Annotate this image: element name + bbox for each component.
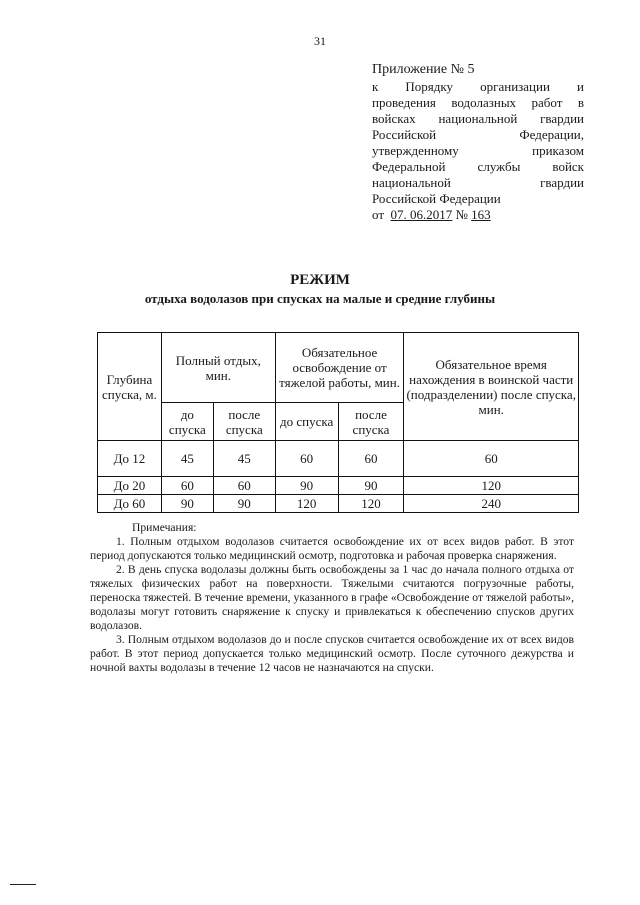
note-item: 1. Полным отдыхом водолазов считается освобождение их от всех видов работ. В этот период допускаются только медицинский осмотр, подготовка и рабочая проверка снаряжения. <box>90 535 574 562</box>
page-number: 31 <box>314 34 326 48</box>
table-row <box>98 495 579 513</box>
cell-free-after: 120 <box>338 495 404 513</box>
header-heavy-work: Обязательное освобождение от тяжелой работы, мин. <box>275 333 404 403</box>
subheader-before: до спуска <box>275 403 338 441</box>
cell-depth: До 60 <box>98 495 162 513</box>
appendix-title: Приложение № 5 <box>372 62 475 77</box>
table-row <box>98 441 579 477</box>
notes-heading: Примечания: <box>132 521 197 534</box>
appendix-block <box>372 62 584 223</box>
cell-unit-time: 120 <box>404 477 579 495</box>
note-item: 2. В день спуска водолазы должны быть освобождены за 1 час до начала полного отдыха от тяжелых физических работ на поверхности. Тяжелыми считаются погрузочные работы, переноска тяжестей. В течение времени, указанного в графе «Освобождение от тяжелой работы», водолазы могут готовить снаряжение к спуску и привлекаться к обеспечению спусков других водолазов. <box>90 563 574 632</box>
appendix-line: к Порядку организации и <box>372 79 584 94</box>
appendix-line: проведения водолазных работ в <box>372 95 584 110</box>
order-date: 07. 06.2017 <box>390 207 453 222</box>
rest-regime-table <box>97 332 579 513</box>
header-depth: Глубина спуска, м. <box>98 333 162 441</box>
margin-line <box>10 884 36 885</box>
subheader-after: после спуска <box>213 403 275 441</box>
notes-section <box>90 521 574 675</box>
appendix-line: утвержденному приказом <box>372 143 584 158</box>
appendix-line: войсках национальной гвардии <box>372 111 584 126</box>
document-subtitle: отдыха водолазов при спусках на малые и средние глубины <box>144 291 496 306</box>
appendix-line: национальной гвардии <box>372 175 584 190</box>
cell-rest-before: 45 <box>161 441 213 477</box>
number-sign: № <box>455 207 468 222</box>
appendix-line: Российской Федерации <box>372 191 501 206</box>
cell-rest-after: 60 <box>213 477 275 495</box>
cell-free-before: 120 <box>275 495 338 513</box>
cell-free-before: 60 <box>275 441 338 477</box>
cell-free-after: 90 <box>338 477 404 495</box>
cell-unit-time: 60 <box>404 441 579 477</box>
cell-depth: До 20 <box>98 477 162 495</box>
date-prefix: от <box>372 207 385 222</box>
cell-rest-before: 90 <box>161 495 213 513</box>
cell-rest-before: 60 <box>161 477 213 495</box>
cell-free-before: 90 <box>275 477 338 495</box>
order-number: 163 <box>471 207 491 222</box>
cell-rest-after: 90 <box>213 495 275 513</box>
cell-free-after: 60 <box>338 441 404 477</box>
appendix-date-line <box>372 207 584 223</box>
appendix-line: Федеральной службы войск <box>372 159 584 174</box>
table-header-row <box>98 333 579 403</box>
header-full-rest: Полный отдых, мин. <box>161 333 275 403</box>
note-item: 3. Полным отдыхом водолазов до и после спусков считается освобождение их от всех видов работ. В этот период допускается только медицинский осмотр. После суточного дежурства и ночной вахты водолазы в течение 12 часов не назначаются на спуски. <box>90 633 574 674</box>
header-unit-time: Обязательное время нахождения в воинской части (подразделении) после спуска, мин. <box>404 333 579 441</box>
cell-rest-after: 45 <box>213 441 275 477</box>
appendix-line: Российской Федерации, <box>372 127 584 142</box>
table-row <box>98 477 579 495</box>
subheader-before: до спуска <box>161 403 213 441</box>
cell-depth: До 12 <box>98 441 162 477</box>
cell-unit-time: 240 <box>404 495 579 513</box>
document-title: РЕЖИМ <box>290 272 350 288</box>
subheader-after: после спуска <box>338 403 404 441</box>
